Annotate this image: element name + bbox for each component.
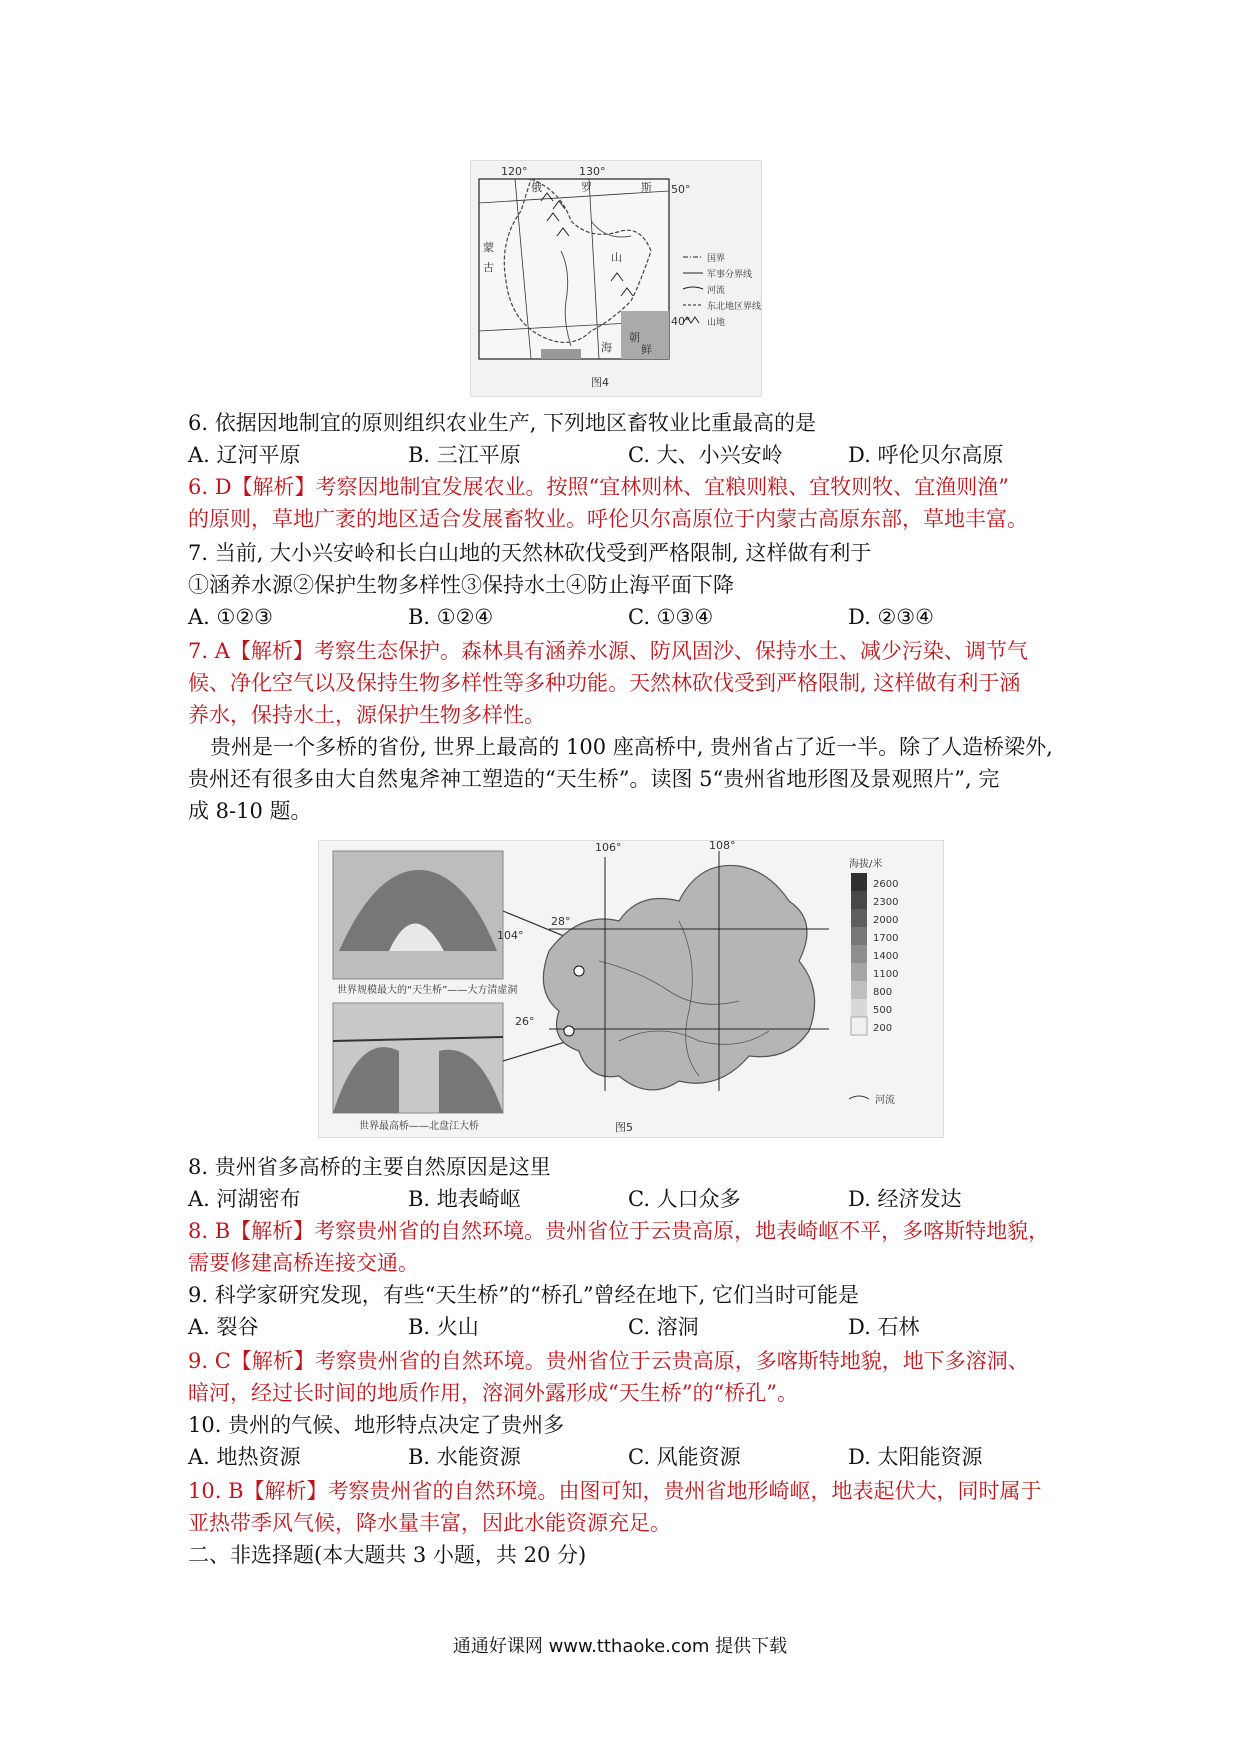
q10-option-d: D. 太阳能资源 — [848, 1445, 983, 1469]
fig4-legend — [683, 253, 761, 328]
q6-answer-line-1: 6. D【解析】考察因地制宜发展农业。按照“宜林则林、宜粮则粮、宜牧则牧、宜渔则渔” — [188, 475, 1010, 499]
fig4-map-label-6: 朝 — [629, 331, 640, 344]
fig4-legend-4: 山地 — [707, 318, 726, 328]
q6-question: 6. 依据因地制宜的原则组织农业生产, 下列地区畜牧业比重最高的是 — [188, 411, 817, 435]
q7-options — [188, 602, 1068, 632]
fig4-map-label-0: 俄 — [531, 181, 542, 194]
q7-answer-line-3: 养水，保持水土，源保护生物多样性。 — [188, 703, 545, 727]
fig4-legend-1: 军事分界线 — [707, 270, 753, 280]
q8-option-a: A. 河湖密布 — [188, 1187, 301, 1211]
legend-value-6: 800 — [873, 987, 893, 998]
q9-option-d: D. 石林 — [848, 1315, 920, 1339]
q7-items: ①涵养水源②保护生物多样性③保持水土④防止海平面下降 — [188, 573, 734, 597]
q9-answer-line-2: 暗河，经过长时间的地质作用，溶洞外露形成“天生桥”的“桥孔”。 — [188, 1381, 798, 1405]
legend-value-0: 2600 — [873, 879, 899, 890]
fig4-lat-label-0: 50° — [671, 183, 691, 196]
fig5-lon-label-2: 108° — [709, 841, 736, 852]
q6-option-a: A. 辽河平原 — [188, 443, 301, 467]
q6-options — [188, 440, 1068, 470]
q9-answer-line-1: 9. C【解析】考察贵州省的自然环境。贵州省位于云贵高原，多喀斯特地貌，地下多溶洞、 — [188, 1349, 1029, 1373]
fig4-lon-label-0: 120° — [501, 165, 528, 178]
legend-value-7: 500 — [873, 1005, 893, 1016]
fig5-lon-label-0: 104° — [497, 929, 524, 942]
q7-option-a: A. ①②③ — [188, 605, 273, 629]
legend-value-4: 1400 — [873, 951, 899, 962]
q10-question: 10. 贵州的气候、地形特点决定了贵州多 — [188, 1413, 565, 1437]
fig4-map-label-3: 蒙 — [483, 241, 494, 254]
legend-value-3: 1700 — [873, 933, 899, 944]
legend-river: 河流 — [875, 1095, 895, 1106]
q10-option-a: A. 地热资源 — [188, 1445, 301, 1469]
q6-option-c: C. 大、小兴安岭 — [628, 443, 783, 467]
fig5-lon-label-1: 106° — [595, 841, 622, 854]
q10-options — [188, 1442, 1068, 1472]
fig4-map-label-8: 海 — [601, 341, 612, 354]
figure-5 — [318, 840, 944, 1138]
q6-option-b: B. 三江平原 — [408, 443, 521, 467]
intro-line-1: 贵州是一个多桥的省份, 世界上最高的 100 座高桥中, 贵州省占了近一半。除了人造桥梁外, — [210, 735, 1053, 759]
q9-option-c: C. 溶洞 — [628, 1315, 699, 1339]
q7-answer-line-1: 7. A【解析】考察生态保护。森林具有涵养水源、防风固沙、保持水土、减少污染、调节气 — [188, 639, 1028, 663]
fig4-map-label-7: 鲜 — [641, 343, 652, 356]
fig5-caption: 图5 — [615, 1121, 633, 1134]
fig4-map-label-5: 山 — [611, 251, 622, 264]
guizhou-topography-figure — [319, 841, 943, 1137]
photo1-caption: 世界规模最大的“天生桥”——大方清虚洞 — [337, 985, 518, 996]
fig4-legend-0: 国界 — [707, 254, 726, 264]
q8-question: 8. 贵州省多高桥的主要自然原因是这里 — [188, 1155, 551, 1179]
fig4-map-label-1: 罗 — [581, 181, 592, 194]
q7-option-c: C. ①③④ — [628, 605, 714, 629]
q9-options — [188, 1312, 1068, 1342]
q10-answer-line-1: 10. B【解析】考察贵州省的自然环境。由图可知，贵州省地形崎岖，地表起伏大，同时属于 — [188, 1479, 1042, 1503]
q8-options — [188, 1184, 1068, 1214]
q7-option-d: D. ②③④ — [848, 605, 934, 629]
legend-title: 海拔/米 — [849, 859, 883, 870]
q7-answer-line-2: 候、净化空气以及保持生物多样性等多种功能。天然林砍伐受到严格限制, 这样做有利于涵 — [188, 671, 1021, 695]
section-2-heading: 二、非选择题(本大题共 3 小题，共 20 分) — [188, 1543, 587, 1567]
q8-option-b: B. 地表崎岖 — [408, 1187, 521, 1211]
q10-answer-line-2: 亚热带季风气候，降水量丰富，因此水能资源充足。 — [188, 1511, 671, 1535]
fig4-lon-label-1: 130° — [579, 165, 606, 178]
legend-value-1: 2300 — [873, 897, 899, 908]
q10-option-c: C. 风能资源 — [628, 1445, 741, 1469]
fig5-lat-label-0: 28° — [551, 915, 571, 928]
intro-line-2: 贵州还有很多由大自然鬼斧神工塑造的“天生桥”。读图 5“贵州省地形图及景观照片”, 完 — [188, 767, 1000, 791]
fig4-legend-2: 河流 — [707, 286, 726, 296]
q8-option-c: C. 人口众多 — [628, 1187, 741, 1211]
photo2-caption: 世界最高桥——北盘江大桥 — [359, 1121, 479, 1132]
q8-answer-line-1: 8. B【解析】考察贵州省的自然环境。贵州省位于云贵高原，地表崎岖不平，多喀斯特地貌， — [188, 1219, 1050, 1243]
fig4-lat-label-1: 40° — [671, 315, 691, 328]
q6-answer-line-2: 的原则，草地广袤的地区适合发展畜牧业。呼伦贝尔高原位于内蒙古高原东部，草地丰富。 — [188, 507, 1028, 531]
q9-option-b: B. 火山 — [408, 1315, 479, 1339]
figure-4-map — [470, 160, 762, 397]
q10-option-b: B. 水能资源 — [408, 1445, 521, 1469]
legend-value-5: 1100 — [873, 969, 899, 980]
legend-value-2: 2000 — [873, 915, 899, 926]
legend-value-8: 200 — [873, 1023, 893, 1034]
q8-answer-line-2: 需要修建高桥连接交通。 — [188, 1251, 419, 1275]
q9-option-a: A. 裂谷 — [188, 1315, 259, 1339]
fig4-caption: 图4 — [591, 376, 609, 389]
q7-option-b: B. ①②④ — [408, 605, 494, 629]
page-footer: 通通好课网 www.tthaoke.com 提供下载 — [452, 1636, 788, 1657]
intro-line-3: 成 8-10 题。 — [188, 799, 312, 823]
fig5-lat-label-1: 26° — [515, 1015, 535, 1028]
q9-question: 9. 科学家研究发现，有些“天生桥”的“桥孔”曾经在地下, 它们当时可能是 — [188, 1283, 860, 1307]
northeast-china-map-graphic — [471, 161, 761, 396]
q7-question: 7. 当前, 大小兴安岭和长白山地的天然林砍伐受到严格限制, 这样做有利于 — [188, 541, 872, 565]
q8-option-d: D. 经济发达 — [848, 1187, 962, 1211]
fig4-legend-3: 东北地区界线 — [707, 302, 761, 312]
elevation-legend — [849, 857, 898, 1106]
fig4-map-label-2: 斯 — [641, 181, 652, 194]
fig4-map-label-4: 古 — [483, 261, 494, 274]
q6-option-d: D. 呼伦贝尔高原 — [848, 443, 1004, 467]
